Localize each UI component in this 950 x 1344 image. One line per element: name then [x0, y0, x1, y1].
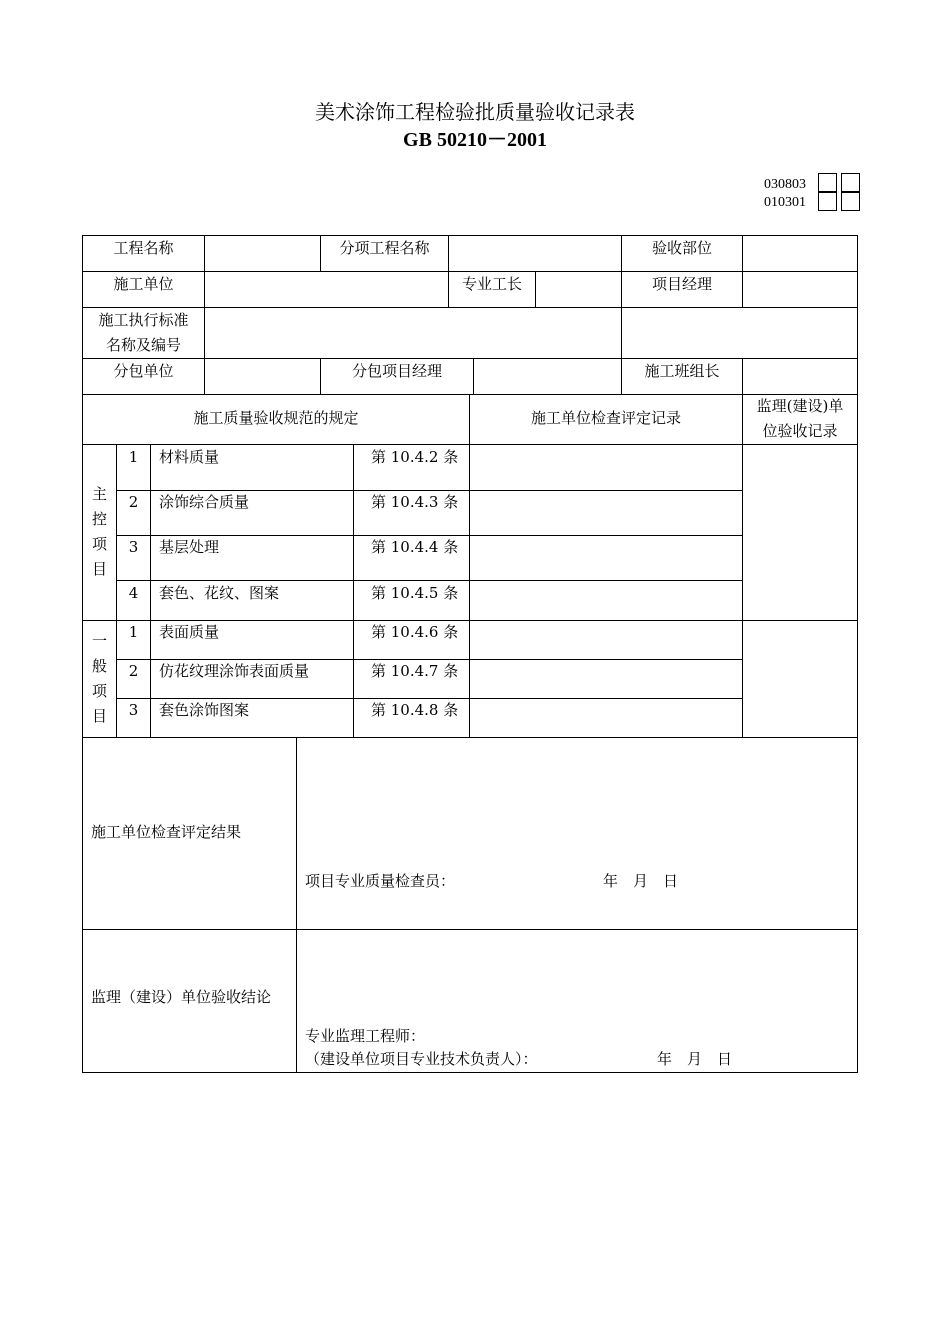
- subcontract-manager-field[interactable]: [475, 360, 619, 392]
- item-name: 仿花纹理涂饰表面质量: [159, 662, 310, 680]
- check-record-cell[interactable]: [471, 582, 741, 618]
- item-clause: 第 10.4.7 条: [371, 662, 459, 680]
- project-name-label: 工程名称: [113, 239, 174, 257]
- item-number: 4: [128, 584, 139, 602]
- construction-unit-field[interactable]: [206, 273, 446, 305]
- subcontract-manager-label: 分包项目经理: [351, 362, 442, 380]
- supervision-column-header-line2: 位验收记录: [762, 422, 838, 440]
- item-clause: 第 10.4.5 条: [371, 584, 459, 602]
- project-manager-field[interactable]: [744, 273, 855, 305]
- check-record-cell[interactable]: [471, 537, 741, 578]
- item-name: 基层处理: [159, 538, 220, 556]
- item-clause: 第 10.4.8 条: [371, 701, 459, 719]
- conclusion-date: 年 月 日: [657, 1050, 733, 1068]
- page-title: 美术涂饰工程检验批质量验收记录表: [315, 100, 635, 124]
- item-clause: 第 10.4.2 条: [371, 448, 459, 466]
- construction-unit-label: 施工单位: [113, 275, 174, 293]
- item-number: 1: [128, 448, 139, 466]
- team-leader-label: 施工班组长: [644, 362, 720, 380]
- sub-project-name-field[interactable]: [450, 237, 619, 269]
- item-clause: 第 10.4.6 条: [371, 623, 459, 641]
- standard-label-line2: 名称及编号: [105, 336, 181, 354]
- subcontractor-field[interactable]: [206, 360, 318, 392]
- project-name-field[interactable]: [206, 237, 318, 269]
- supervision-engineer-label: 专业监理工程师：: [305, 1027, 426, 1045]
- quality-inspector-label: 项目专业质量检查员：: [305, 872, 456, 890]
- check-record-column-header: 施工单位检查评定记录: [530, 409, 681, 427]
- sub-project-name-label: 分项工程名称: [339, 239, 430, 257]
- code-box[interactable]: [841, 192, 860, 211]
- form-code-1: 030803: [764, 177, 806, 192]
- item-number: 2: [128, 662, 139, 680]
- check-record-cell[interactable]: [471, 661, 741, 696]
- item-name: 表面质量: [159, 623, 220, 641]
- item-clause: 第 10.4.3 条: [371, 493, 459, 511]
- owner-technical-lead-label: （建设单位项目专业技术负责人）：: [305, 1050, 538, 1068]
- result-date: 年 月 日: [603, 872, 679, 890]
- item-name: 涂饰综合质量: [159, 493, 250, 511]
- item-name: 材料质量: [159, 448, 220, 466]
- item-number: 2: [128, 493, 139, 511]
- conclusion-label: 监理（建设）单位验收结论: [91, 988, 272, 1006]
- subcontractor-label: 分包单位: [113, 362, 174, 380]
- standard-label-line1: 施工执行标准: [98, 311, 189, 329]
- code-box[interactable]: [818, 192, 837, 211]
- specialty-foreman-label: 专业工长: [461, 275, 522, 293]
- standard-code: GB 50210－2001: [403, 129, 547, 151]
- item-number: 3: [128, 538, 139, 556]
- code-box[interactable]: [841, 173, 860, 192]
- result-label: 施工单位检查评定结果: [91, 823, 242, 841]
- result-field[interactable]: [298, 739, 855, 859]
- check-record-cell[interactable]: [471, 700, 741, 735]
- supervision-record-cell[interactable]: [744, 446, 855, 735]
- code-box[interactable]: [818, 173, 837, 192]
- item-number: 1: [128, 623, 139, 641]
- spec-column-header: 施工质量验收规范的规定: [193, 409, 359, 427]
- specialty-foreman-field[interactable]: [537, 273, 619, 305]
- item-clause: 第 10.4.4 条: [371, 538, 459, 556]
- conclusion-field[interactable]: [298, 931, 855, 1021]
- team-leader-field[interactable]: [744, 360, 855, 392]
- check-record-cell[interactable]: [471, 492, 741, 533]
- supervision-column-header-line1: 监理(建设)单: [756, 397, 844, 415]
- acceptance-part-label: 验收部位: [651, 239, 712, 257]
- standard-field[interactable]: [206, 309, 619, 356]
- item-name: 套色涂饰图案: [159, 701, 250, 719]
- item-number: 3: [128, 701, 139, 719]
- item-name: 套色、花纹、图案: [159, 584, 280, 602]
- form-code-2: 010301: [764, 195, 806, 210]
- check-record-cell[interactable]: [471, 446, 741, 488]
- acceptance-part-field[interactable]: [744, 237, 855, 269]
- check-record-cell[interactable]: [471, 622, 741, 657]
- project-manager-label: 项目经理: [651, 275, 712, 293]
